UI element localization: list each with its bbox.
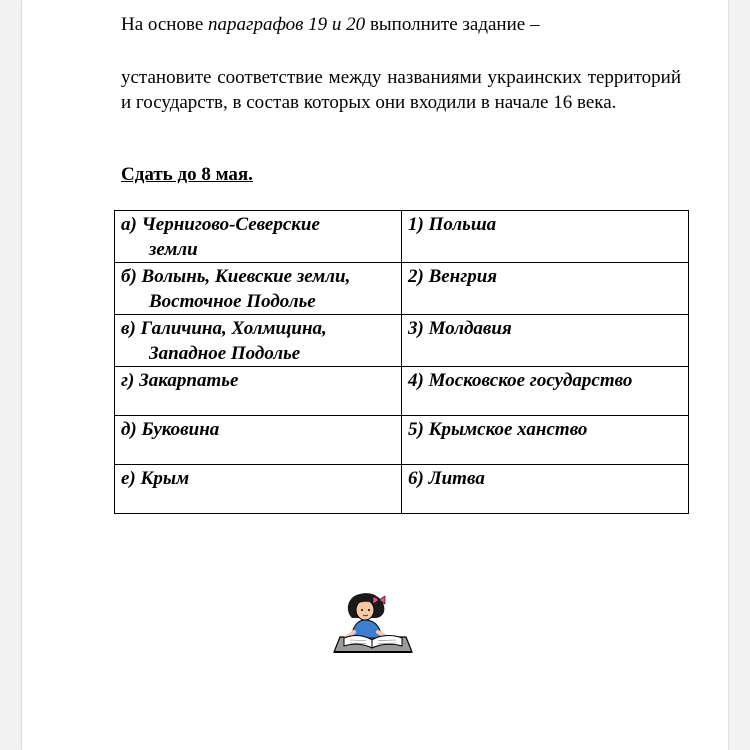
- table-row: [115, 263, 689, 315]
- state-cell: 4) Московское государство: [402, 367, 689, 416]
- table-row: [115, 465, 689, 514]
- territory-cell: в) Галичина, Холмщина, Западное Подолье: [115, 315, 402, 367]
- territory-cell: г) Закарпатье: [115, 367, 402, 416]
- territory-cell: е) Крым: [115, 465, 402, 514]
- territory-cell: а) Чернигово-Северские земли: [115, 211, 402, 263]
- task-paragraph: установите соответствие между названиями украинских территорий и государств, в состав которых они входили в начале 16 века.: [121, 67, 681, 113]
- matching-table: [114, 210, 689, 514]
- state-cell: 3) Молдавия: [402, 315, 689, 367]
- state-cell: 2) Венгрия: [402, 263, 689, 315]
- table-row: [115, 416, 689, 465]
- task-intro: На основе параграфов 19 и 20 выполните задание –: [121, 14, 540, 35]
- territory-cell: д) Буковина: [115, 416, 402, 465]
- deadline: Сдать до 8 мая.: [121, 164, 253, 185]
- state-cell: 1) Польша: [402, 211, 689, 263]
- reading-girl-icon: [332, 588, 414, 654]
- table-row: [115, 367, 689, 416]
- table-row: [115, 211, 689, 263]
- territory-cell: б) Волынь, Киевские земли, Восточное Подолье: [115, 263, 402, 315]
- state-cell: 5) Крымское ханство: [402, 416, 689, 465]
- state-cell: 6) Литва: [402, 465, 689, 514]
- table-row: [115, 315, 689, 367]
- task-intro-paragraphs: параграфов 19 и 20: [208, 14, 366, 35]
